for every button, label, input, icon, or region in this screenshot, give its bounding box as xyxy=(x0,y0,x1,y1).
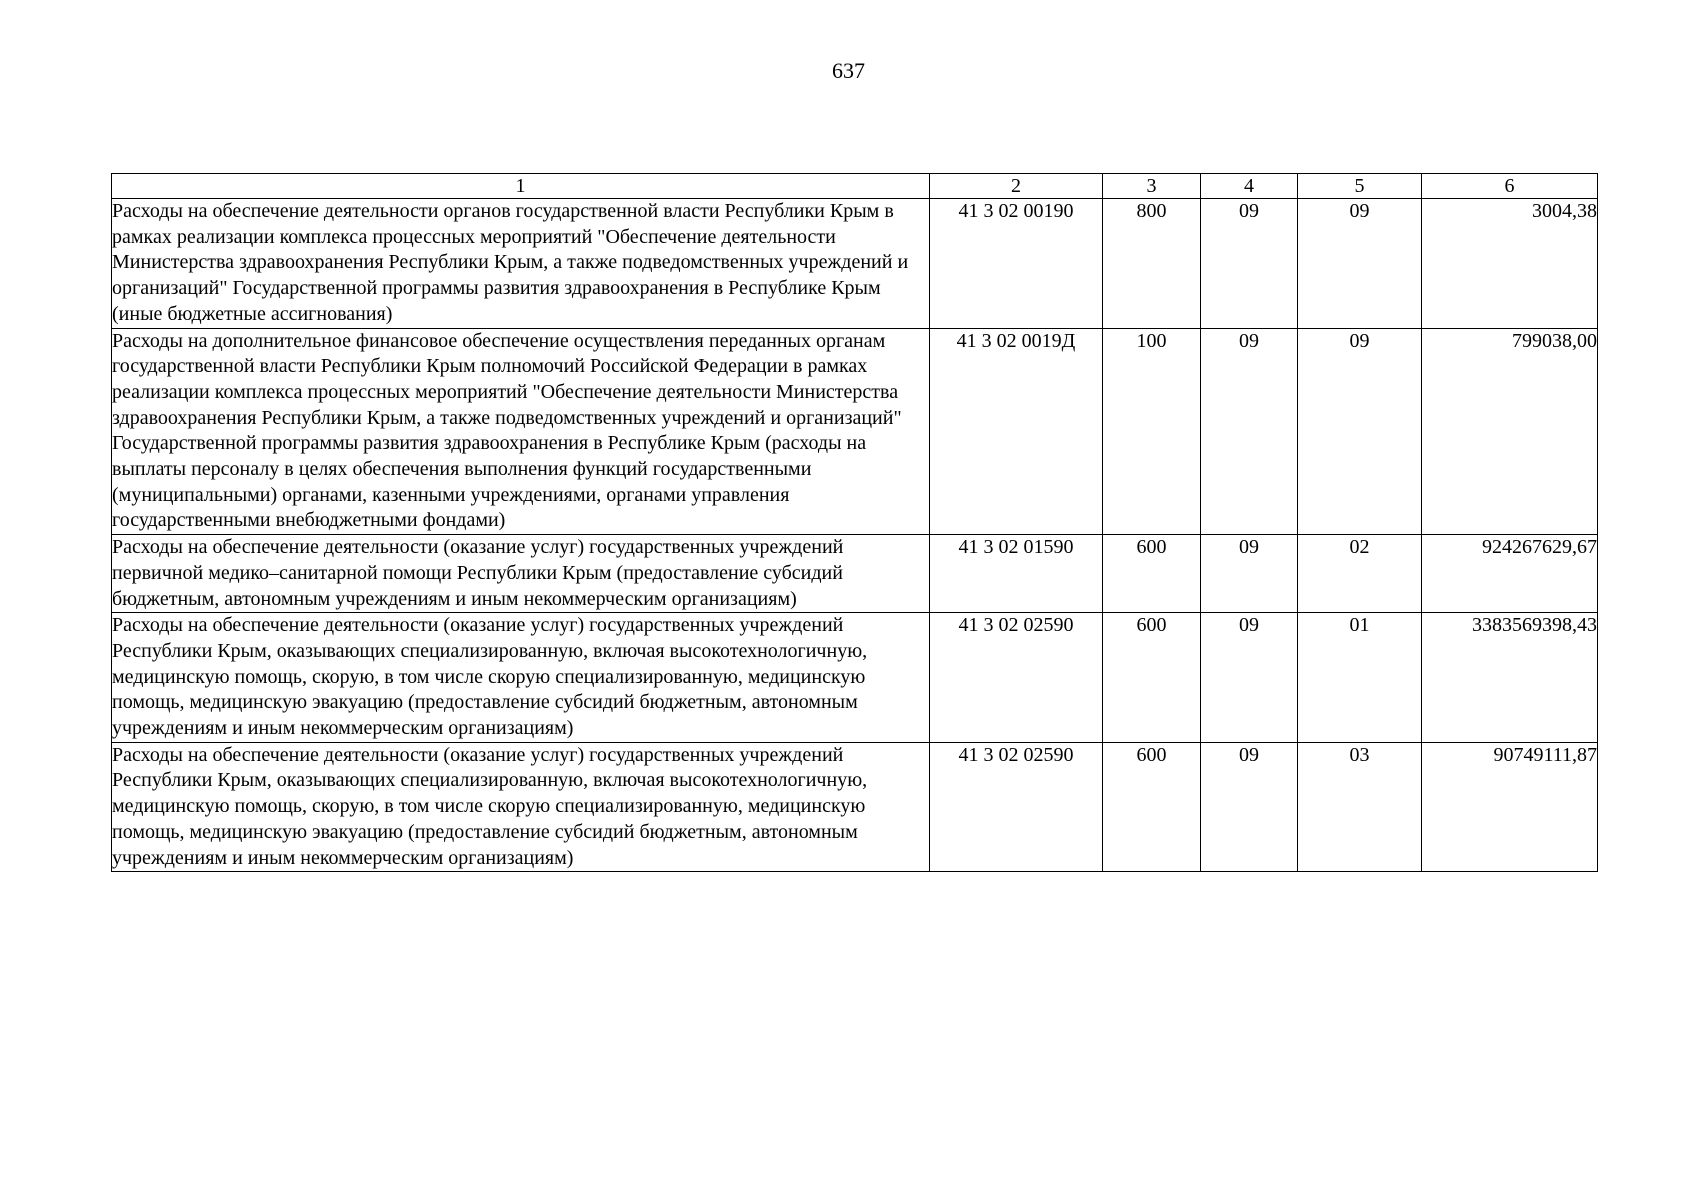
row-target-code: 41 3 02 01590 xyxy=(930,535,1103,613)
row-subsection: 02 xyxy=(1298,535,1422,613)
row-target-code: 41 3 02 02590 xyxy=(930,613,1103,743)
row-section: 09 xyxy=(1201,199,1298,329)
table-row xyxy=(112,742,1598,872)
table-row xyxy=(112,613,1598,743)
row-description: Расходы на обеспечение деятельности (оказание услуг) государственных учреждений Республики Крым, оказывающих специализированную, включая высокотехнологичную, медицинскую помощь, скорую, в том числе скорую специализированную, медицинскую помощь, медицинскую эвакуацию (предоставление субсидий бюджетным, автономным учреждениям и иным некоммерческим организациям) xyxy=(112,613,930,743)
table-row xyxy=(112,199,1598,329)
row-expense-type: 600 xyxy=(1103,742,1201,872)
column-header: 1 xyxy=(112,174,930,199)
row-subsection: 09 xyxy=(1298,328,1422,535)
row-subsection: 01 xyxy=(1298,613,1422,743)
row-section: 09 xyxy=(1201,535,1298,613)
column-header: 6 xyxy=(1422,174,1598,199)
row-section: 09 xyxy=(1201,328,1298,535)
row-amount: 3383569398,43 xyxy=(1422,613,1598,743)
row-expense-type: 600 xyxy=(1103,613,1201,743)
row-amount: 799038,00 xyxy=(1422,328,1598,535)
row-section: 09 xyxy=(1201,742,1298,872)
budget-table xyxy=(111,173,1598,872)
row-expense-type: 100 xyxy=(1103,328,1201,535)
row-expense-type: 800 xyxy=(1103,199,1201,329)
row-target-code: 41 3 02 0019Д xyxy=(930,328,1103,535)
row-description: Расходы на обеспечение деятельности (оказание услуг) государственных учреждений первичной медико–санитарной помощи Республики Крым (предоставление субсидий бюджетным, автономным учреждениям и иным некоммерческим организациям) xyxy=(112,535,930,613)
row-subsection: 03 xyxy=(1298,742,1422,872)
table-row xyxy=(112,535,1598,613)
row-target-code: 41 3 02 00190 xyxy=(930,199,1103,329)
column-header: 2 xyxy=(930,174,1103,199)
row-target-code: 41 3 02 02590 xyxy=(930,742,1103,872)
row-description: Расходы на обеспечение деятельности (оказание услуг) государственных учреждений Республики Крым, оказывающих специализированную, включая высокотехнологичную, медицинскую помощь, скорую, в том числе скорую специализированную, медицинскую помощь, медицинскую эвакуацию (предоставление субсидий бюджетным, автономным учреждениям и иным некоммерческим организациям) xyxy=(112,742,930,872)
column-header: 4 xyxy=(1201,174,1298,199)
column-header: 3 xyxy=(1103,174,1201,199)
row-section: 09 xyxy=(1201,613,1298,743)
row-description: Расходы на дополнительное финансовое обеспечение осуществления переданных органам государственной власти Республики Крым полномочий Российской Федерации в рамках реализации комплекса процессных мероприятий "Обеспечение деятельности Министерства здравоохранения Республики Крым, а также подведомственных учреждений и организаций" Государственной программы развития здравоохранения в Республике Крым (расходы на выплаты персоналу в целях обеспечения выполнения функций государственными (муниципальными) органами, казенными учреждениями, органами управления государственными внебюджетными фондами) xyxy=(112,328,930,535)
table-header-row xyxy=(112,174,1598,199)
table-row xyxy=(112,328,1598,535)
row-expense-type: 600 xyxy=(1103,535,1201,613)
row-amount: 3004,38 xyxy=(1422,199,1598,329)
row-amount: 90749111,87 xyxy=(1422,742,1598,872)
row-subsection: 09 xyxy=(1298,199,1422,329)
row-amount: 924267629,67 xyxy=(1422,535,1598,613)
column-header: 5 xyxy=(1298,174,1422,199)
row-description: Расходы на обеспечение деятельности органов государственной власти Республики Крым в рамках реализации комплекса процессных мероприятий "Обеспечение деятельности Министерства здравоохранения Республики Крым, а также подведомственных учреждений и организаций" Государственной программы развития здравоохранения в Республике Крым (иные бюджетные ассигнования) xyxy=(112,199,930,329)
page-number: 637 xyxy=(832,58,865,83)
